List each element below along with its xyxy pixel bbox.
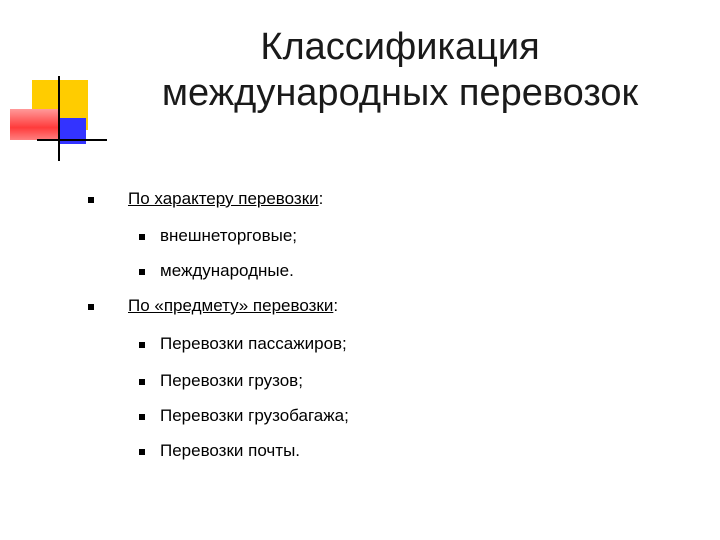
list-item: международные.	[160, 261, 294, 280]
section-heading-1-text: По характеру перевозки	[128, 189, 319, 208]
section-heading-1-suffix: :	[318, 189, 324, 208]
section-heading-2-text: По «предмету» перевозки	[128, 296, 334, 315]
title-line-2: международных перевозок	[161, 72, 639, 114]
slide-title	[120, 24, 680, 116]
section-heading-2-suffix: :	[333, 296, 339, 315]
list-item: Перевозки грузобагажа;	[160, 406, 349, 425]
bullet-square-icon	[139, 379, 145, 385]
bullet-square-icon	[88, 197, 94, 203]
decor-red-bar	[10, 109, 58, 140]
title-line-1: Классификация	[260, 26, 540, 68]
section-heading-1	[128, 189, 323, 209]
bullet-square-icon	[139, 449, 145, 455]
list-item: Перевозки почты.	[160, 441, 301, 460]
decor-vertical-line	[58, 76, 60, 161]
list-item: Перевозки пассажиров;	[160, 334, 347, 353]
bullet-square-icon	[139, 414, 145, 420]
list-item: внешнеторговые;	[160, 226, 298, 245]
bullet-square-icon	[88, 304, 94, 310]
section-heading-2	[128, 296, 338, 316]
decor-horizontal-line	[37, 139, 107, 141]
list-item: Перевозки грузов;	[160, 371, 303, 390]
bullet-square-icon	[139, 234, 145, 240]
bullet-square-icon	[139, 342, 145, 348]
bullet-square-icon	[139, 269, 145, 275]
